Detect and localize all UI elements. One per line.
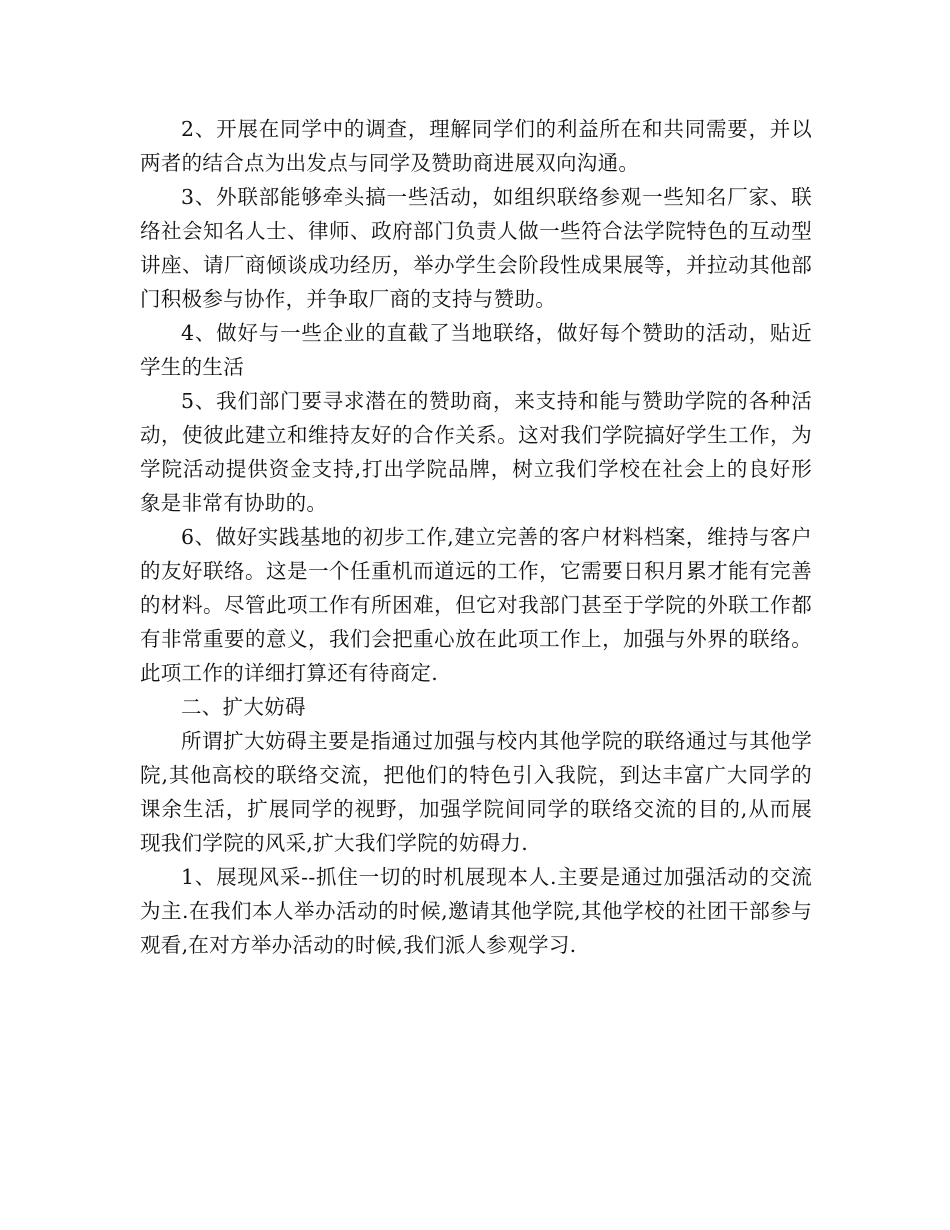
paragraph-item-5: 5、我们部门要寻求潜在的赞助商，来支持和能与赞助学院的各种活动，使彼此建立和维持友好的合作关系。这对我们学院搞好学生工作，为学院活动提供资金支持,打出学院品牌，树立我们学校在社会上的良好形象是非常有协助的。 [140,389,812,515]
section-intro-paragraph: 所谓扩大妨碍主要是指通过加强与校内其他学院的联络通过与其他学院,其他高校的联络交流，把他们的特色引入我院，到达丰富广大同学的课余生活，扩展同学的视野，加强学院间同学的联络交流的目的,从而展现我们学院的风采,扩大我们学院的妨碍力. [140,729,812,855]
paragraph-item-3: 3、外联部能够牵头搞一些活动，如组织联络参观一些知名厂家、联络社会知名人士、律师、政府部门负责人做一些符合法学院特色的互动型讲座、请厂商倾谈成功经历，举办学生会阶段性成果展等，并拉动其他部门积极参与协作，并争取厂商的支持与赞助。 [140,185,812,311]
section-heading-expand-influence: 二、扩大妨碍 [181,695,306,719]
document-body [140,112,812,962]
paragraph-item-4: 4、做好与一些企业的直截了当地联络，做好每个赞助的活动，贴近学生的生活 [140,321,812,379]
paragraph-item-6: 6、做好实践基地的初步工作,建立完善的客户材料档案，维持与客户的友好联络。这是一个任重机而道远的工作，它需要日积月累才能有完善的材料。尽管此项工作有所困难，但它对我部门甚至于学院的外联工作都有非常重要的意义，我们会把重心放在此项工作上，加强与外界的联络。此项工作的详细打算还有待商定. [140,525,812,685]
paragraph-item-2: 2、开展在同学中的调查，理解同学们的利益所在和共同需要，并以两者的结合点为出发点与同学及赞助商进展双向沟通。 [140,117,812,175]
paragraph-item-1-showcase: 1、展现风采--抓住一切的时机展现本人.主要是通过加强活动的交流为主.在我们本人举办活动的时候,邀请其他学院,其他学校的社团干部参与观看,在对方举办活动的时候,我们派人参观学习. [140,865,812,957]
